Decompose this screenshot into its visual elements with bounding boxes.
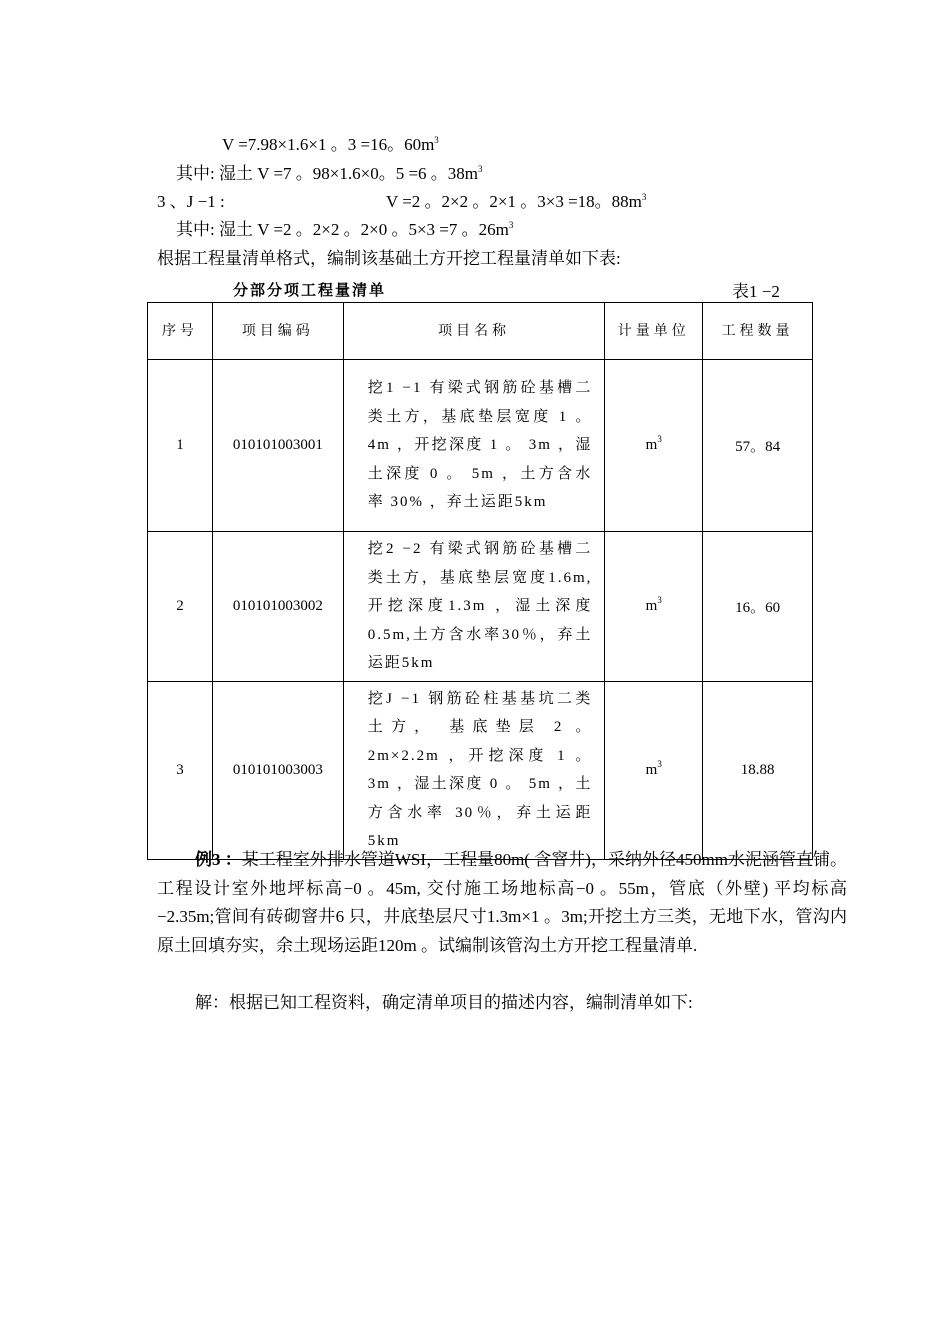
cell-unit-sup: 3 bbox=[657, 758, 662, 769]
header-name: 项目名称 bbox=[343, 303, 605, 360]
solution-paragraph bbox=[157, 989, 847, 1018]
calc-line-2-text: 其中: 湿土 V =7 。98×1.6×0。5 =6 。38m bbox=[176, 164, 479, 183]
table-row bbox=[148, 360, 813, 532]
cell-name: 挖J −1 钢筋砼柱基基坑二类土方， 基底垫层 2 。2m×2.2m ，开挖深度 1 。 3m ，湿土深度 0 。 5m ，土方含水率 30％，弃土运距5km bbox=[343, 681, 605, 859]
calc-line-4 bbox=[176, 219, 513, 241]
calc-line-4-sup: 3 bbox=[508, 220, 514, 230]
example-3-paragraph bbox=[157, 846, 847, 960]
intro-line bbox=[157, 248, 621, 270]
calc-line-1 bbox=[222, 134, 439, 156]
calc-line-3 bbox=[386, 191, 646, 213]
calc-line-3-label-text: 3 、J −1 : bbox=[157, 192, 225, 211]
example-3-label: 例3 ： bbox=[195, 850, 242, 869]
header-qty: 工程数量 bbox=[703, 303, 813, 360]
table-row bbox=[148, 532, 813, 682]
cell-name: 挖1 −1 有梁式钢筋砼基槽二类土方，基底垫层宽度 1 。 4m ，开挖深度 1 。 3m ，湿土深度 0 。 5m ，土方含水率 30% ，弃土运距5km bbox=[343, 360, 605, 532]
cell-code: 010101003001 bbox=[212, 360, 343, 532]
cell-unit-text: m bbox=[645, 437, 658, 453]
calc-line-3-label bbox=[157, 191, 225, 213]
cell-seq: 1 bbox=[148, 360, 213, 532]
cell-name: 挖2 −2 有梁式钢筋砼基槽二类土方，基底垫层宽度1.6m,开挖深度1.3m ，湿土深度0.5m,土方含水率30％，弃土运距5km bbox=[343, 532, 605, 682]
quantity-table bbox=[147, 302, 813, 860]
table-number: 表1 −2 bbox=[732, 282, 780, 301]
cell-unit-sup: 3 bbox=[657, 594, 662, 605]
table-title: 分部分项工程量清单 bbox=[233, 281, 387, 299]
cell-qty: 18.88 bbox=[703, 681, 813, 859]
cell-qty: 16。60 bbox=[703, 532, 813, 682]
table-header-row bbox=[148, 303, 813, 360]
calc-line-3-text: V =2 。2×2 。2×1 。3×3 =18。88m bbox=[386, 192, 642, 211]
calc-line-2-sup: 3 bbox=[478, 164, 483, 174]
cell-unit-text: m bbox=[645, 761, 658, 778]
example-3-text: 某工程室外排水管道WSI，工程量80m( 含窨井)，采纳外径450mm水泥涵管直铺。工程设计室外地坪标高−0 。45m, 交付施工场地标高−0 。55m，管底（外壁) 平均标高−2.35m;管间有砖砌窨井6 只，井底垫层尺寸1.3m×1 。3m;开挖土方三类，无地下水，管沟内原土回填夯实，余土现场运距120m 。试编制该管沟土方开挖工程量清单. bbox=[157, 850, 847, 955]
calc-line-1-text: V =7.98×1.6×1 。3 =16。60m bbox=[222, 135, 435, 154]
cell-code: 010101003003 bbox=[212, 681, 343, 859]
cell-seq: 2 bbox=[148, 532, 213, 682]
header-unit: 计量单位 bbox=[605, 303, 703, 360]
header-seq: 序号 bbox=[148, 303, 213, 360]
header-code: 项目编码 bbox=[212, 303, 343, 360]
cell-code: 010101003002 bbox=[212, 532, 343, 682]
table-row bbox=[148, 681, 813, 859]
cell-unit-sup: 3 bbox=[657, 434, 662, 444]
intro-line-text: 根据工程量清单格式，编制该基础土方开挖工程量清单如下表: bbox=[157, 249, 621, 268]
cell-unit-text: m bbox=[645, 597, 658, 614]
calc-line-3-sup: 3 bbox=[641, 192, 647, 202]
calc-line-2 bbox=[176, 163, 483, 185]
cell-seq: 3 bbox=[148, 681, 213, 859]
cell-unit bbox=[605, 360, 703, 532]
cell-unit bbox=[605, 681, 703, 859]
cell-unit bbox=[605, 532, 703, 682]
cell-qty: 57。84 bbox=[703, 360, 813, 532]
calc-line-4-text: 其中: 湿土 V =2 。2×2 。2×0 。5×3 =7 。26m bbox=[176, 220, 509, 239]
solution-text: 解：根据已知工程资料，确定清单项目的描述内容，编制清单如下: bbox=[195, 993, 693, 1012]
calc-line-1-sup: 3 bbox=[434, 135, 439, 145]
